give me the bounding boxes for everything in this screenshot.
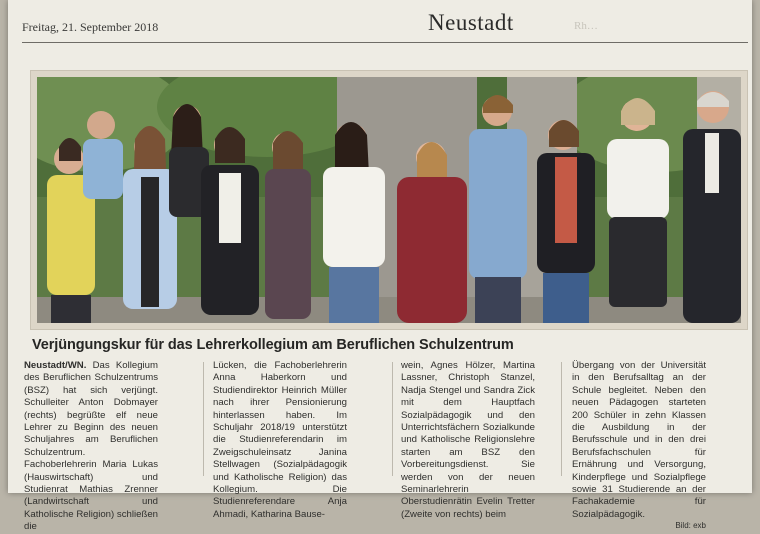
photo-credit: Bild: exb <box>675 521 706 531</box>
show-through-text: Rh… <box>574 20 598 32</box>
dateline: Freitag, 21. September 2018 <box>22 20 159 34</box>
article-column-4-text: Übergang von der Universität in den Berufsalltag an der Schule begleitet. Neben den neuen Pädagogen starteten 200 Schüler in zehn Klassen die Ausbildung in der Berufsschule und in den drei Berufsfachschulen für Ernährung und Versorgung, Kinderpflege und Sozialpflege sowie 31 Studierende an der Fachakademie für Sozialpädagogik. <box>572 360 706 520</box>
group-photo-illustration <box>37 77 741 323</box>
header-rule <box>22 42 748 43</box>
article-column-2 <box>213 360 347 521</box>
article-column-2-text: Lücken, die Fachoberlehrerin Anna Haberkorn und Studiendirektor Heinrich Müller nach ihrer Pensionierung hinterlassen haben. Im Schuljahr 2018/19 unterstützt die Studienreferendarin im Zweigschuleinsatz Janina Stellwagen (Sozialpädagogik und Katholische Religion) das Kollegium. Die Studienreferendare Anja Ahmadi, Katharina Bause- <box>213 360 347 520</box>
section-title: Neustadt <box>428 10 514 35</box>
newspaper-page <box>8 0 752 533</box>
article-column-1 <box>24 360 158 534</box>
column-divider <box>561 362 562 476</box>
article-lead: Neustadt/WN. <box>24 360 87 371</box>
article-column-4 <box>572 360 706 531</box>
column-divider <box>392 362 393 476</box>
article-column-1-text: Das Kollegium des Beruflichen Schulzentrums (BSZ) hat sich verjüngt. Schulleiter Anton Dobmayer (rechts) begrüßte elf neue Lehrer zu Beginn des neuen Schuljahres am Beruflichen Schulzentrum. Fachoberlehrerin Maria Lukas (Hauswirtschaft) und Studienrat Mathias Zrenner (Landwirtschaft und Katholische Religion) schließen die <box>24 360 159 533</box>
column-divider <box>203 362 204 476</box>
article-column-3 <box>401 360 535 521</box>
article-headline: Verjüngungskur für das Lehrerkollegium am Beruflichen Schulzentrum <box>32 337 514 353</box>
article-column-3-text: wein, Agnes Hölzer, Martina Lassner, Christoph Stanzel, Nadja Stengel und Sandra Zick mit dem Hauptfach Sozialpädagogik und den Unterrichtsfächern Sozialkunde und Katholische Religionslehre starten am BSZ den Vorbereitungsdienst. Sie werden von der neuen Seminarlehrerin Oberstudienrätin Evelin Tretter (Zweite von rechts) beim <box>401 360 535 520</box>
article-photo <box>30 70 748 330</box>
